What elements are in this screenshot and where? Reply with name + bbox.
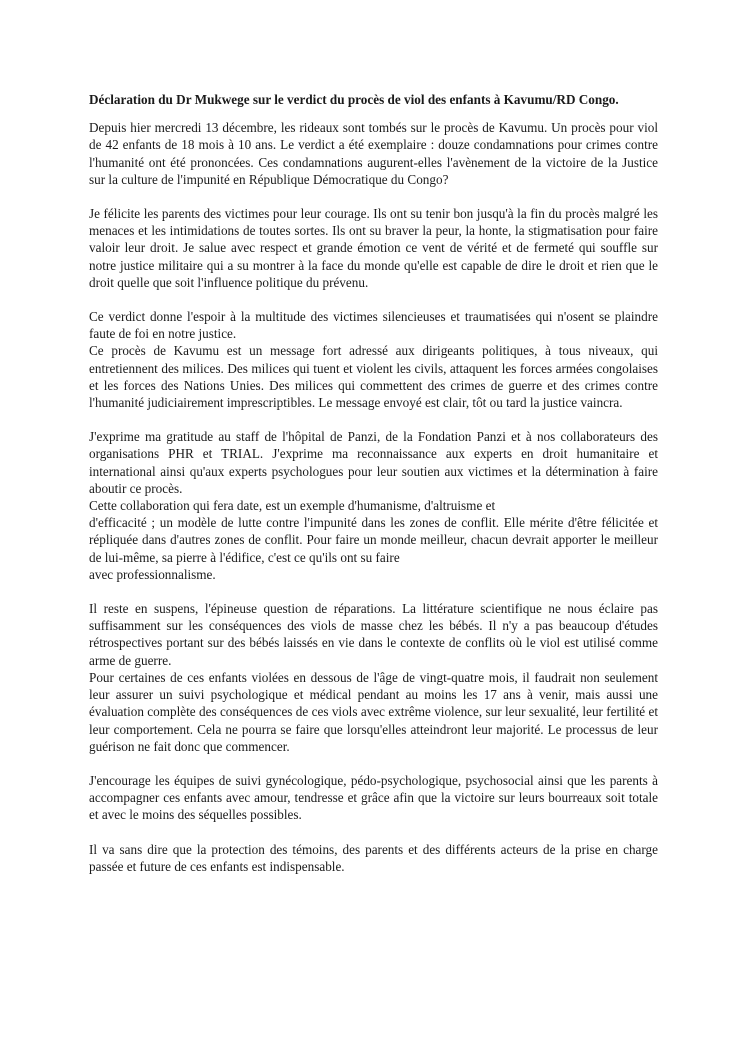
paragraph-congratulations-parents	[89, 205, 658, 291]
paragraph-line: Depuis hier mercredi 13 décembre, les rideaux sont tombés sur le procès de Kavumu. Un procès pour viol de 42 enfants de 18 mois à 10 ans. Le verdict a été exemplaire : douze condamnations pour crimes contre l'humanité ont été prononcées. Ces condamnations augurent-elles l'avènement de la victoire de la Justice sur la culture de l'impunité en République Démocratique du Congo?	[89, 120, 658, 187]
paragraph-verdict-announcement	[89, 119, 658, 188]
paragraph-encouragement	[89, 772, 658, 824]
paragraph-line: Il va sans dire que la protection des témoins, des parents et des différents acteurs de la prise en charge passée et future de ces enfants est indispensable.	[89, 841, 658, 874]
paragraph-line: Cette collaboration qui fera date, est un exemple d'humanisme, d'altruisme et	[89, 498, 496, 514]
paragraph-hope-and-message	[89, 308, 658, 411]
paragraph-line: Ce procès de Kavumu est un message fort adressé aux dirigeants politiques, à tous niveaux, qui entretiennent des milices. Des milices qui tuent et violent les civils, attaquent les forces armées congolaises et les forces des Nations Unies. Des milices qui commettent des crimes de guerre et des crimes contre l'humanité judiciairement imprescriptibles. Le message envoyé est clair, tôt ou tard la justice vaincra.	[89, 343, 658, 411]
paragraph-line: Pour certaines de ces enfants violées en dessous de l'âge de vingt-quatre mois, il faudrait non seulement leur assurer un suivi psychologique et médical pendant au moins les 17 ans à venir, mais aussi une évaluation complète des conséquences de ces viols avec extrême violence, sur leur sexualité, leur fertilité et leur comportement. Cela ne pourra se faire que lorsqu'elles atteindront leur majorité. Le processus de leur guérison ne fait donc que commencer.	[89, 669, 658, 754]
document-title: Déclaration du Dr Mukwege sur le verdict du procès de viol des enfants à Kavumu/RD Congo.	[89, 92, 619, 107]
paragraph-line: d'efficacité ; un modèle de lutte contre l'impunité dans les zones de conflit. Elle mérite d'être félicitée et répliquée dans d'autres zones de conflit. Pour faire un monde meilleur, chacun devrait apporter le meilleur de lui-même, sa pierre à l'édifice, c'est ce qu'ils ont su faire	[89, 515, 658, 565]
paragraph-reparations	[89, 600, 658, 755]
paragraph-line: Ce verdict donne l'espoir à la multitude des victimes silencieuses et traumatisées qui n'osent se plaindre faute de foi en notre justice.	[89, 309, 658, 342]
paragraph-line: Il reste en suspens, l'épineuse question de réparations. La littérature scientifique ne nous éclaire pas suffisamment sur les conséquences des viols de masse chez les bébés. Il n'y a pas beaucoup d'études rétrospectives portant sur des bébés laissés en vie dans le contexte de conflits où le viol est utilisé comme arme de guerre.	[89, 601, 658, 668]
paragraph-line: avec professionnalisme.	[89, 566, 216, 582]
paragraph-line: J'exprime ma gratitude au staff de l'hôpital de Panzi, de la Fondation Panzi et à nos collaborateurs des organisations PHR et TRIAL. J'exprime ma reconnaissance aux experts en droit humanitaire et international ainsi qu'aux experts psychologues pour leur soutien aux victimes et la détermination à faire aboutir ce procès.	[89, 429, 658, 496]
paragraph-line: J'encourage les équipes de suivi gynécologique, pédo-psychologique, psychosocial ainsi que les parents à accompagner ces enfants avec amour, tendresse et grâce afin que la victoire sur leurs bourreaux soit totale et avec le moins des séquelles possibles.	[89, 772, 658, 823]
document-body	[89, 91, 658, 892]
paragraph-gratitude	[89, 428, 658, 583]
paragraph-protection	[89, 841, 658, 875]
paragraph-line: Je félicite les parents des victimes pour leur courage. Ils ont su tenir bon jusqu'à la fin du procès malgré les menaces et les intimidations de toutes sortes. Ils ont su braver la peur, la honte, la stigmatisation pour faire valoir leur droit. Je salue avec respect et grande émotion ce vent de vérité et de fermeté qui souffle sur notre justice militaire qui a su montrer à la face du monde qu'elle est capable de dire le droit et rien que le droit quelle que soit l'influence politique du prévenu.	[89, 206, 658, 290]
